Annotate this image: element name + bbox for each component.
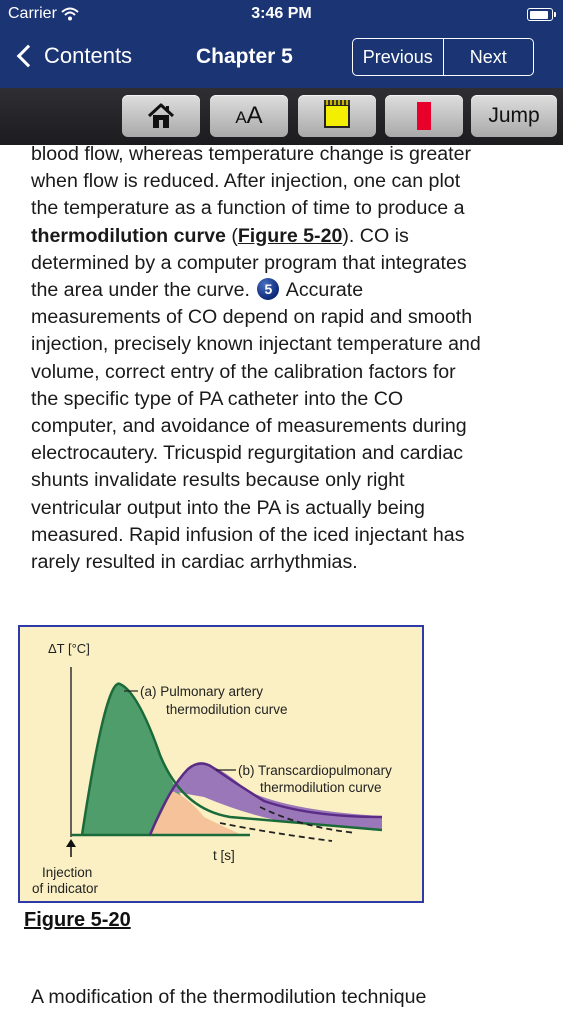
curve-a-label: (a) Pulmonary artery (140, 684, 264, 699)
page-navigation-control (352, 38, 534, 76)
home-icon (147, 102, 175, 130)
jump-button[interactable] (471, 95, 557, 137)
battery-icon (527, 8, 553, 21)
text-line: thermodilution curve (Figure 5-20). CO is (31, 224, 409, 247)
text-line: measurements of CO depend on rapid and smooth (31, 306, 473, 329)
chevron-left-icon (17, 45, 40, 68)
navigation-bar (0, 30, 563, 88)
chapter-title: Chapter 5 (196, 45, 293, 68)
font-size-icon: AA (235, 102, 263, 129)
text-line: volume, correct entry of the calibration factors for (31, 360, 456, 383)
text-line: ventricular output into the PA is actually being (31, 496, 425, 519)
next-button[interactable]: Next (469, 46, 507, 67)
chapter-text (31, 141, 541, 576)
text-line: the specific type of PA catheter into the CO (31, 387, 404, 410)
text-line: computer, and avoidance of measurements during (31, 415, 467, 438)
injection-label: Injection (42, 865, 93, 880)
text-line: the temperature as a function of time to produce a (31, 197, 465, 220)
text-line: electrocautery. Tricuspid regurgitation and cardiac (31, 442, 464, 465)
text-line: blood flow, whereas temperature change is greater (31, 143, 472, 165)
carrier-label: Carrier (8, 5, 57, 22)
bookmark-icon (417, 102, 431, 130)
home-button[interactable] (122, 95, 200, 137)
note-icon (324, 104, 350, 128)
x-axis-label: t [s] (213, 848, 235, 863)
curve-b-label-sub: thermodilution curve (260, 780, 382, 795)
text-line: rarely resulted in cardiac arrhythmias. (31, 551, 358, 574)
text-line: the area under the curve. 5 Accurate (31, 279, 364, 302)
pa-extrapolation-line (220, 823, 332, 841)
key-term: thermodilution curve (31, 224, 226, 247)
font-size-button[interactable] (210, 95, 288, 137)
clock: 3:46 PM (251, 5, 312, 22)
curve-a-label-sub: thermodilution curve (166, 702, 288, 717)
arrow-head-icon (66, 839, 76, 847)
jump-label: Jump (488, 104, 540, 127)
thermodilution-diagram (20, 627, 422, 901)
annotation-badge[interactable]: 5 (257, 278, 279, 300)
curve-b-label: (b) Transcardiopulmonary (238, 763, 392, 778)
text-line: determined by a computer program that integrates (31, 251, 467, 274)
figure-caption-link[interactable]: Figure 5-20 (24, 909, 131, 931)
y-axis-label: ΔT [°C] (48, 641, 90, 656)
reader-toolbar (0, 88, 563, 145)
back-button[interactable] (14, 43, 132, 69)
text-line: injection, precisely known injectant temperature and (31, 333, 481, 356)
bookmark-button[interactable] (385, 95, 463, 137)
text-line: A modification of the thermodilution technique (31, 986, 427, 1008)
text-line: shunts invalidate results because only right (31, 469, 405, 492)
note-button[interactable] (298, 95, 376, 137)
previous-button[interactable]: Previous (353, 39, 444, 75)
figure-link[interactable]: Figure 5-20 (237, 224, 343, 247)
injection-label-sub: of indicator (32, 881, 99, 896)
status-bar (0, 0, 563, 30)
back-label: Contents (44, 43, 133, 68)
figure-thermodilution[interactable] (18, 625, 424, 903)
text-line: measured. Rapid infusion of the iced injectant has (31, 523, 465, 546)
text-line: when flow is reduced. After injection, one can plot (31, 170, 461, 193)
